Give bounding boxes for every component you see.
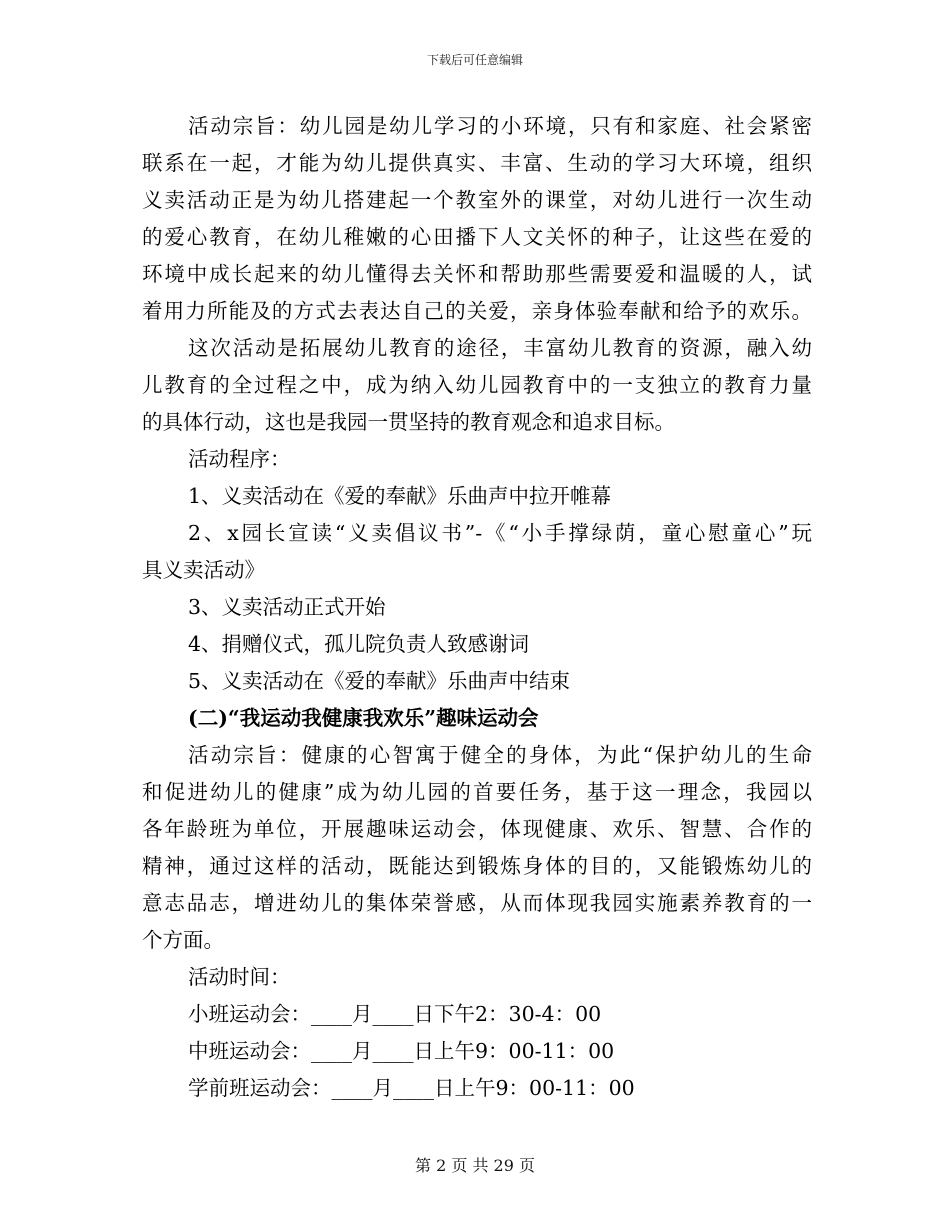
paragraph-activity-significance: [142, 330, 812, 441]
schedule-middle-class: 中班运动会：____月____日上午9：00-11：00: [188, 1039, 615, 1063]
procedure-item-4: 4、捐赠仪式，孤儿院负责人致感谢词: [188, 632, 530, 656]
procedure-heading: 活动程序：: [188, 447, 291, 471]
paragraph-sale-purpose: [142, 108, 812, 330]
procedure-item-1: 1、义卖活动在《爱的奉献》乐曲声中拉开帷幕: [188, 484, 612, 508]
text-line: 和促进幼儿的健康”成为幼儿园的首要任务，基于这一理念，我园以: [142, 780, 812, 804]
schedule-small-class: 小班运动会：____月____日下午2：30-4：00: [188, 1002, 602, 1026]
text-line: 联系在一起，才能为幼儿提供真实、丰富、生动的学习大环境，组织: [142, 151, 812, 175]
text-line: 环境中成长起来的幼儿懂得去关怀和帮助那些需要爱和温暖的人，试: [142, 262, 812, 286]
section-heading-sports-meet: (二)“我运动我健康我欢乐”趣味运动会: [188, 706, 539, 730]
text-line: 这次活动是拓展幼儿教育的途径，丰富幼儿教育的资源，融入幼: [188, 336, 812, 360]
document-body: [142, 108, 812, 1107]
procedure-item-5: 5、义卖活动在《爱的奉献》乐曲声中结束: [188, 669, 571, 693]
text-line: 义卖活动正是为幼儿搭建起一个教室外的课堂，对幼儿进行一次生动: [142, 188, 812, 212]
text-line: 个方面。: [142, 928, 224, 952]
paragraph-sports-purpose: [142, 737, 812, 959]
text-line: 着用力所能及的方式去表达自己的关爱，亲身体验奉献和给予的欢乐。: [142, 299, 812, 323]
page-footer: 第 2 页 共 29 页: [415, 1156, 535, 1175]
procedure-item-3: 3、义卖活动正式开始: [188, 595, 386, 619]
text-line: 意志品志，增进幼儿的集体荣誉感，从而体现我园实施素养教育的一: [142, 891, 812, 915]
text-line: 的具体行动，这也是我园一贯坚持的教育观念和追求目标。: [142, 410, 675, 434]
text-line: 活动宗旨：健康的心智寓于健全的身体，为此“保护幼儿的生命: [188, 743, 812, 767]
schedule-heading: 活动时间：: [188, 965, 291, 989]
text-line: 活动宗旨：幼儿园是幼儿学习的小环境，只有和家庭、社会紧密: [188, 114, 812, 138]
page-header: 下载后可任意编辑: [426, 53, 523, 67]
schedule-preschool-class: 学前班运动会：____月____日上午9：00-11：00: [188, 1076, 635, 1100]
procedure-item-2: [142, 515, 812, 589]
text-line: 儿教育的全过程之中，成为纳入幼儿园教育中的一支独立的教育力量: [142, 373, 812, 397]
text-line: 精神，通过这样的活动，既能达到锻炼身体的目的，又能锻炼幼儿的: [142, 854, 812, 878]
text-line: 的爱心教育，在幼儿稚嫩的心田播下人文关怀的种子，让这些在爱的: [142, 225, 812, 249]
text-line: 各年龄班为单位，开展趣味运动会，体现健康、欢乐、智慧、合作的: [142, 817, 812, 841]
text-line: 具义卖活动》: [142, 558, 265, 582]
text-line: 2、x园长宣读“义卖倡议书”-《“小手撑绿荫，童心慰童心”玩: [188, 521, 812, 545]
